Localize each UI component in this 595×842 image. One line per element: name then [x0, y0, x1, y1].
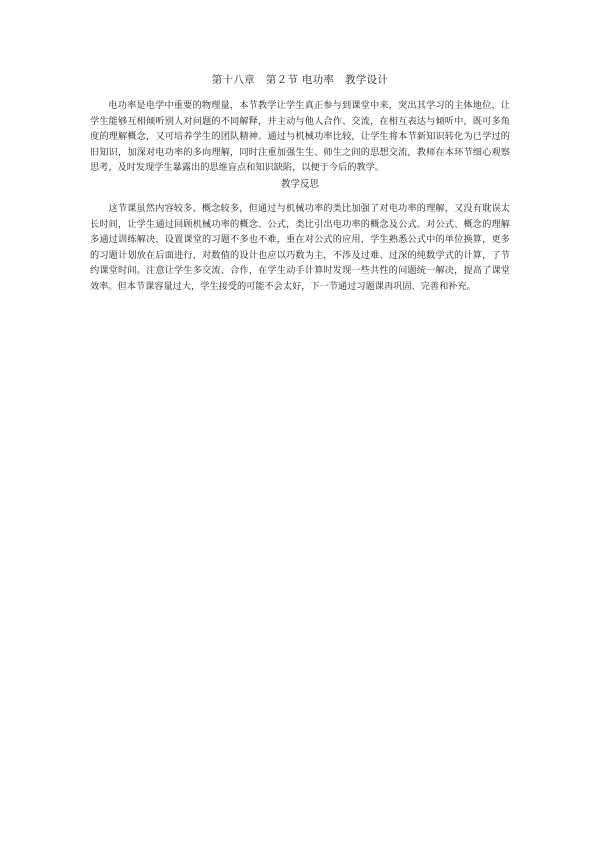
intro-paragraph: 电功率是电学中重要的物理量，本节教学让学生真正参与到课堂中来，突出其学习的主体地位，让学生能够互相倾听别人对问题的不同解释，并主动与他人合作、交流，在相互表达与倾听中，既可多角度的理解概念，又可培养学生的团队精神。通过与机械功率比较，让学生将本节新知识转化为已学过的旧知识，加深对电功率的多向理解，同时注重加强生生、师生之间的思想交流，教师在本环节细心观察思考，及时发现学生暴露出的思维盲点和知识缺陷，以便于今后的教学。 [90, 100, 510, 174]
reflection-paragraph: 这节课虽然内容较多、概念较多，但通过与机械功率的类比加强了对电功率的理解，又没有耽误太长时间，让学生通过回顾机械功率的概念、公式，类比引出电功率的概念及公式。对公式、概念的理解多通过训练解决，设置课堂的习题不多也不难，重在对公式的应用，学生熟悉公式中的单位换算，更多的习题计划放在后面进行，对数值的设计也应以巧数为主，不涉及过难、过深的纯数学式的计算，了节约课堂时间。注意让学生多交流、合作，在学生动手计算时发现一些共性的问题统一解决，提高了课堂效率。但本节课容量过大，学生接受的可能不会太好，下一节通过习题课再巩固、完善和补充。 [90, 202, 510, 292]
reflection-heading: 教学反思 [280, 178, 319, 190]
document-body [90, 72, 510, 295]
document-title: 第十八章 第２节 电功率 教学设计 [211, 74, 389, 86]
